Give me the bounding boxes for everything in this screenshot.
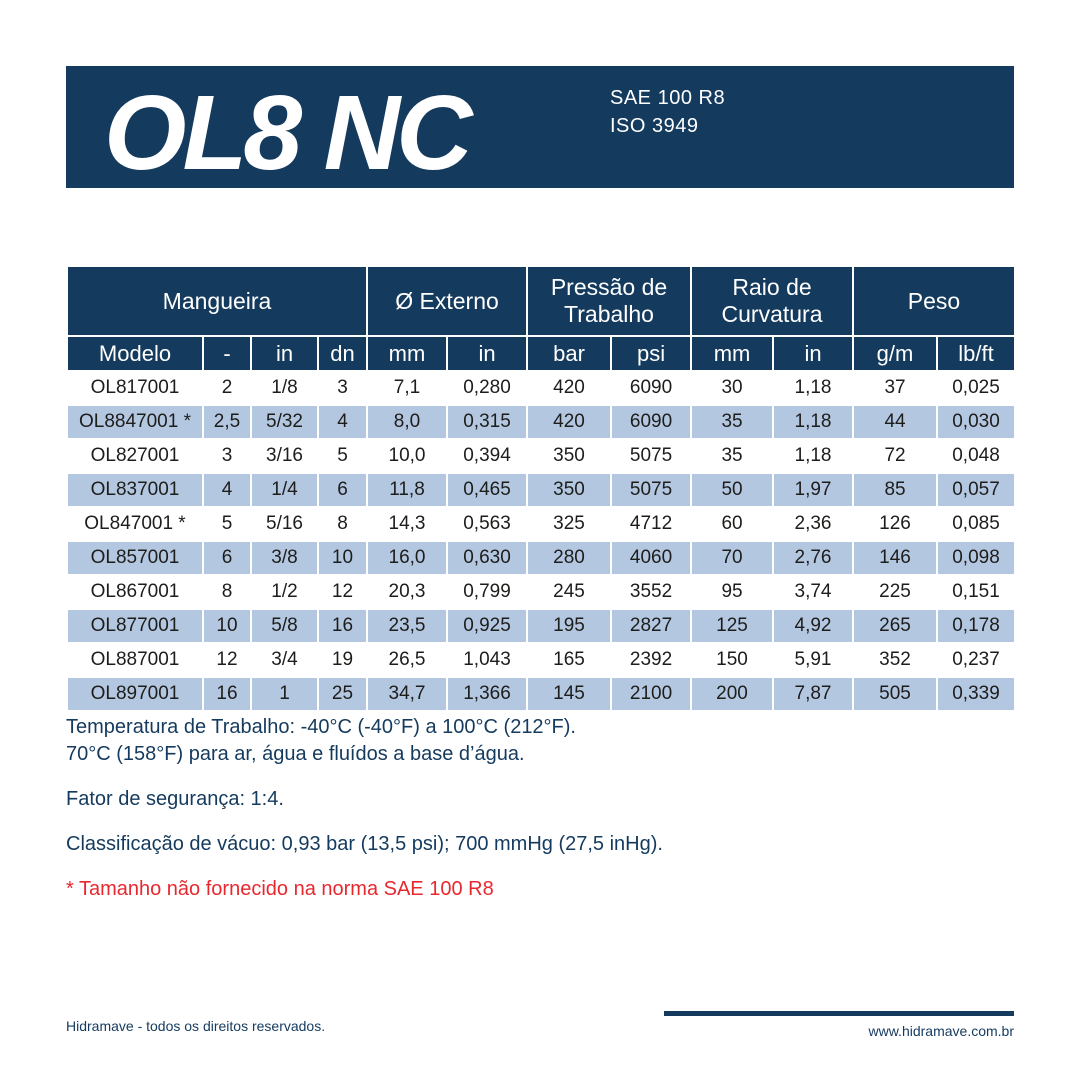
cell-value: 11,8 bbox=[367, 473, 447, 507]
cell-value: 44 bbox=[853, 405, 937, 439]
cell-value: 0,465 bbox=[447, 473, 527, 507]
cell-modelo: OL877001 bbox=[67, 609, 203, 643]
table-subheader-row bbox=[67, 336, 1015, 371]
cell-modelo: OL887001 bbox=[67, 643, 203, 677]
table-row bbox=[67, 677, 1015, 711]
header-banner bbox=[66, 66, 1014, 192]
cell-value: 10 bbox=[318, 541, 367, 575]
cell-value: 95 bbox=[691, 575, 773, 609]
cell-value: 420 bbox=[527, 371, 611, 405]
cell-value: 2100 bbox=[611, 677, 691, 711]
cell-value: 4,92 bbox=[773, 609, 853, 643]
cell-value: 352 bbox=[853, 643, 937, 677]
cell-value: 2,36 bbox=[773, 507, 853, 541]
cell-value: 16 bbox=[318, 609, 367, 643]
table-row bbox=[67, 507, 1015, 541]
cell-value: 14,3 bbox=[367, 507, 447, 541]
cell-value: 35 bbox=[691, 405, 773, 439]
cell-value: 23,5 bbox=[367, 609, 447, 643]
cell-value: 8 bbox=[318, 507, 367, 541]
notes-section bbox=[66, 714, 966, 876]
cell-value: 3,74 bbox=[773, 575, 853, 609]
cell-value: 325 bbox=[527, 507, 611, 541]
cell-modelo: OL867001 bbox=[67, 575, 203, 609]
table-row bbox=[67, 575, 1015, 609]
cell-modelo: OL827001 bbox=[67, 439, 203, 473]
table-row bbox=[67, 473, 1015, 507]
cell-value: 1/4 bbox=[251, 473, 318, 507]
cell-value: 0,098 bbox=[937, 541, 1015, 575]
note-vacuum-rating: Classificação de vácuo: 0,93 bar (13,5 psi); 700 mmHg (27,5 inHg). bbox=[66, 833, 663, 855]
cell-value: 1,97 bbox=[773, 473, 853, 507]
cell-value: 1,366 bbox=[447, 677, 527, 711]
cell-value: 2,5 bbox=[203, 405, 251, 439]
cell-value: 125 bbox=[691, 609, 773, 643]
cell-value: 1 bbox=[251, 677, 318, 711]
cell-value: 19 bbox=[318, 643, 367, 677]
cell-value: 0,394 bbox=[447, 439, 527, 473]
cell-value: 245 bbox=[527, 575, 611, 609]
note-temperature-line2: 70°C (158°F) para ar, água e fluídos a base d’água. bbox=[66, 743, 525, 765]
cell-value: 265 bbox=[853, 609, 937, 643]
cell-value: 0,025 bbox=[937, 371, 1015, 405]
group-header-peso: Peso bbox=[853, 266, 1015, 336]
cell-value: 0,799 bbox=[447, 575, 527, 609]
cell-value: 5/32 bbox=[251, 405, 318, 439]
footer-divider-bar bbox=[664, 1011, 1014, 1016]
table-body bbox=[67, 371, 1015, 711]
col-header-mm-raio: mm bbox=[691, 336, 773, 371]
footer-right-block bbox=[664, 1011, 1014, 1039]
cell-value: 195 bbox=[527, 609, 611, 643]
cell-value: 85 bbox=[853, 473, 937, 507]
group-header-mangueira: Mangueira bbox=[67, 266, 367, 336]
cell-modelo: OL847001 * bbox=[67, 507, 203, 541]
table-row bbox=[67, 541, 1015, 575]
cell-value: 150 bbox=[691, 643, 773, 677]
cell-value: 12 bbox=[318, 575, 367, 609]
cell-value: 60 bbox=[691, 507, 773, 541]
note-temperature-line1: Temperatura de Trabalho: -40°C (-40°F) a 100°C (212°F). bbox=[66, 716, 576, 738]
cell-value: 5075 bbox=[611, 473, 691, 507]
group-header-pressao: Pressão de Trabalho bbox=[527, 266, 691, 336]
cell-value: 1,18 bbox=[773, 405, 853, 439]
cell-value: 6090 bbox=[611, 405, 691, 439]
cell-value: 25 bbox=[318, 677, 367, 711]
cell-value: 16 bbox=[203, 677, 251, 711]
cell-value: 1,18 bbox=[773, 371, 853, 405]
table-row bbox=[67, 609, 1015, 643]
col-header-dn: dn bbox=[318, 336, 367, 371]
cell-value: 2 bbox=[203, 371, 251, 405]
table-group-header-row bbox=[67, 266, 1015, 336]
col-header-in-ext: in bbox=[447, 336, 527, 371]
standard-iso: ISO 3949 bbox=[610, 115, 699, 137]
cell-value: 0,630 bbox=[447, 541, 527, 575]
cell-value: 50 bbox=[691, 473, 773, 507]
footer-website-link[interactable]: www.hidramave.com.br bbox=[868, 1023, 1014, 1039]
note-asterisk: * Tamanho não fornecido na norma SAE 100 R8 bbox=[66, 878, 494, 900]
col-header-lbft: lb/ft bbox=[937, 336, 1015, 371]
cell-value: 0,280 bbox=[447, 371, 527, 405]
product-title: OL8 NC bbox=[104, 74, 469, 192]
cell-value: 2392 bbox=[611, 643, 691, 677]
col-header-psi: psi bbox=[611, 336, 691, 371]
cell-value: 0,339 bbox=[937, 677, 1015, 711]
standard-sae: SAE 100 R8 bbox=[610, 87, 726, 109]
cell-value: 34,7 bbox=[367, 677, 447, 711]
cell-value: 26,5 bbox=[367, 643, 447, 677]
col-header-dash: - bbox=[203, 336, 251, 371]
cell-value: 3 bbox=[203, 439, 251, 473]
cell-value: 72 bbox=[853, 439, 937, 473]
cell-value: 4 bbox=[318, 405, 367, 439]
cell-value: 200 bbox=[691, 677, 773, 711]
cell-modelo: OL8847001 * bbox=[67, 405, 203, 439]
cell-value: 4 bbox=[203, 473, 251, 507]
table-header bbox=[67, 266, 1015, 371]
cell-value: 0,563 bbox=[447, 507, 527, 541]
cell-value: 0,151 bbox=[937, 575, 1015, 609]
col-header-gm: g/m bbox=[853, 336, 937, 371]
cell-value: 20,3 bbox=[367, 575, 447, 609]
table-row bbox=[67, 405, 1015, 439]
cell-value: 5 bbox=[203, 507, 251, 541]
table-row bbox=[67, 371, 1015, 405]
table-row bbox=[67, 643, 1015, 677]
cell-value: 35 bbox=[691, 439, 773, 473]
cell-value: 6090 bbox=[611, 371, 691, 405]
cell-value: 0,048 bbox=[937, 439, 1015, 473]
spec-table bbox=[66, 265, 1016, 712]
cell-value: 145 bbox=[527, 677, 611, 711]
cell-value: 0,057 bbox=[937, 473, 1015, 507]
table-row bbox=[67, 439, 1015, 473]
cell-value: 3/16 bbox=[251, 439, 318, 473]
cell-value: 0,315 bbox=[447, 405, 527, 439]
col-header-in-raio: in bbox=[773, 336, 853, 371]
cell-value: 16,0 bbox=[367, 541, 447, 575]
cell-value: 10 bbox=[203, 609, 251, 643]
cell-value: 350 bbox=[527, 473, 611, 507]
cell-value: 0,178 bbox=[937, 609, 1015, 643]
cell-value: 70 bbox=[691, 541, 773, 575]
cell-value: 3552 bbox=[611, 575, 691, 609]
cell-value: 10,0 bbox=[367, 439, 447, 473]
cell-value: 12 bbox=[203, 643, 251, 677]
cell-value: 5/8 bbox=[251, 609, 318, 643]
cell-value: 30 bbox=[691, 371, 773, 405]
group-header-raio: Raio de Curvatura bbox=[691, 266, 853, 336]
note-temperature bbox=[66, 714, 966, 768]
cell-value: 37 bbox=[853, 371, 937, 405]
standards-block bbox=[610, 84, 725, 140]
cell-value: 1/2 bbox=[251, 575, 318, 609]
cell-value: 0,030 bbox=[937, 405, 1015, 439]
cell-value: 420 bbox=[527, 405, 611, 439]
cell-value: 5 bbox=[318, 439, 367, 473]
cell-value: 1/8 bbox=[251, 371, 318, 405]
cell-value: 8 bbox=[203, 575, 251, 609]
cell-value: 0,925 bbox=[447, 609, 527, 643]
cell-value: 165 bbox=[527, 643, 611, 677]
cell-value: 5/16 bbox=[251, 507, 318, 541]
cell-modelo: OL817001 bbox=[67, 371, 203, 405]
col-header-in-size: in bbox=[251, 336, 318, 371]
cell-value: 7,1 bbox=[367, 371, 447, 405]
cell-value: 2,76 bbox=[773, 541, 853, 575]
cell-value: 505 bbox=[853, 677, 937, 711]
note-safety-factor: Fator de segurança: 1:4. bbox=[66, 788, 284, 810]
cell-modelo: OL897001 bbox=[67, 677, 203, 711]
cell-value: 126 bbox=[853, 507, 937, 541]
cell-value: 0,237 bbox=[937, 643, 1015, 677]
cell-value: 225 bbox=[853, 575, 937, 609]
footer-copyright: Hidramave - todos os direitos reservados. bbox=[66, 1018, 326, 1034]
cell-value: 7,87 bbox=[773, 677, 853, 711]
cell-value: 0,085 bbox=[937, 507, 1015, 541]
cell-value: 3/8 bbox=[251, 541, 318, 575]
cell-value: 4712 bbox=[611, 507, 691, 541]
cell-modelo: OL857001 bbox=[67, 541, 203, 575]
cell-value: 350 bbox=[527, 439, 611, 473]
group-header-externo: Ø Externo bbox=[367, 266, 527, 336]
cell-value: 6 bbox=[203, 541, 251, 575]
cell-value: 8,0 bbox=[367, 405, 447, 439]
col-header-mm-ext: mm bbox=[367, 336, 447, 371]
cell-value: 5075 bbox=[611, 439, 691, 473]
cell-value: 3 bbox=[318, 371, 367, 405]
cell-value: 280 bbox=[527, 541, 611, 575]
cell-value: 4060 bbox=[611, 541, 691, 575]
cell-value: 5,91 bbox=[773, 643, 853, 677]
cell-modelo: OL837001 bbox=[67, 473, 203, 507]
cell-value: 1,18 bbox=[773, 439, 853, 473]
col-header-bar: bar bbox=[527, 336, 611, 371]
cell-value: 3/4 bbox=[251, 643, 318, 677]
cell-value: 1,043 bbox=[447, 643, 527, 677]
col-header-modelo: Modelo bbox=[67, 336, 203, 371]
cell-value: 6 bbox=[318, 473, 367, 507]
cell-value: 146 bbox=[853, 541, 937, 575]
cell-value: 2827 bbox=[611, 609, 691, 643]
